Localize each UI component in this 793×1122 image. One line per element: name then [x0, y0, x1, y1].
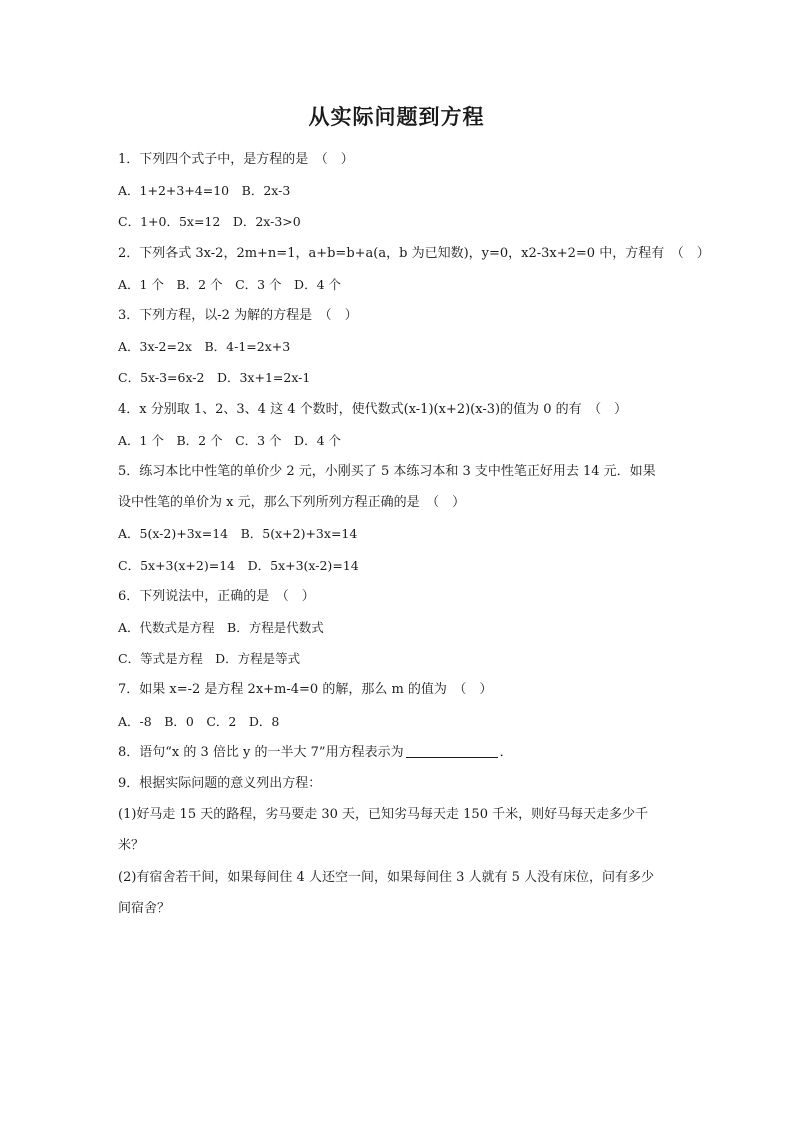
question-1-options-cd: C．1+0．5x=12 D．2x-3>0: [118, 214, 301, 230]
question-3-options-cd: C．5x-3=6x-2 D．3x+1=2x-1: [118, 370, 311, 386]
answer-blank[interactable]: [406, 756, 498, 758]
question-2-options: A．1 个 B．2 个 C．3 个 D．4 个: [118, 276, 342, 292]
question-5-options-cd: C．5x+3(x+2)=14 D．5x+3(x-2)=14: [118, 557, 359, 573]
question-list: [118, 144, 710, 924]
question-8: [118, 737, 688, 768]
question-5-options-ab: A．5(x-2)+3x=14 B．5(x+2)+3x=14: [118, 526, 358, 542]
question-4: 4．x 分别取 1、2、3、4 这 4 个数时，使代数式(x-1)(x+2)(x-3)的值为 0 的有 （ ）: [118, 401, 628, 417]
question-6-options-cd: C．等式是方程 D．方程是等式: [118, 651, 301, 667]
question-8-end: ．: [499, 744, 513, 760]
question-1-options-ab: A．1+2+3+4=10 B．2x-3: [118, 183, 291, 199]
question-6: 6．下列说法中，正确的是 （ ）: [118, 588, 315, 604]
question-9: 9．根据实际问题的意义列出方程：: [118, 776, 322, 792]
question-3-options-ab: A．3x-2=2x B．4-1=2x+3: [118, 339, 291, 355]
question-1: 1．下列四个式子中，是方程的是 （ ）: [118, 152, 354, 167]
question-5-line-1: 5．练习本比中性笔的单价少 2 元，小刚买了 5 本练习本和 3 支中性笔正好用去 14 元．如果: [118, 464, 656, 480]
question-7-options: A．-8 B．0 C．2 D．8: [118, 713, 280, 729]
question-4-options: A．1 个 B．2 个 C．3 个 D．4 个: [118, 432, 342, 448]
question-3: 3．下列方程，以-2 为解的方程是 （ ）: [118, 308, 358, 324]
question-9-part-2-line-1: (2)有宿舍若干间，如果每间住 4 人还空一间，如果每间住 3 人就有 5 人没有床位，问有多少: [118, 869, 655, 885]
worksheet-title: 从实际问题到方程: [308, 104, 485, 129]
question-7: 7．如果 x=-2 是方程 2x+m-4=0 的解，那么 m 的值为 （ ）: [118, 682, 493, 698]
question-2: 2．下列各式 3x-2，2m+n=1，a+b=b+a(a，b 为已知数)，y=0，x2-3x+2=0 中，方程有 （ ）: [118, 245, 710, 261]
question-9-part-1-line-1: (1)好马走 15 天的路程，劣马要走 30 天，已知劣马每天走 150 千米，则好马每天走多少千: [118, 807, 649, 823]
question-8-text: 8．语句“x 的 3 倍比 y 的一半大 7”用方程表示为: [118, 744, 404, 760]
question-6-options-ab: A．代数式是方程 B．方程是代数式: [118, 620, 324, 636]
question-5-line-2: 设中性笔的单价为 x 元，那么下列所列方程正确的是 （ ）: [118, 495, 466, 511]
question-9-part-2-line-2: 间宿舍？: [118, 900, 171, 916]
question-9-part-1-line-2: 米？: [118, 838, 145, 854]
